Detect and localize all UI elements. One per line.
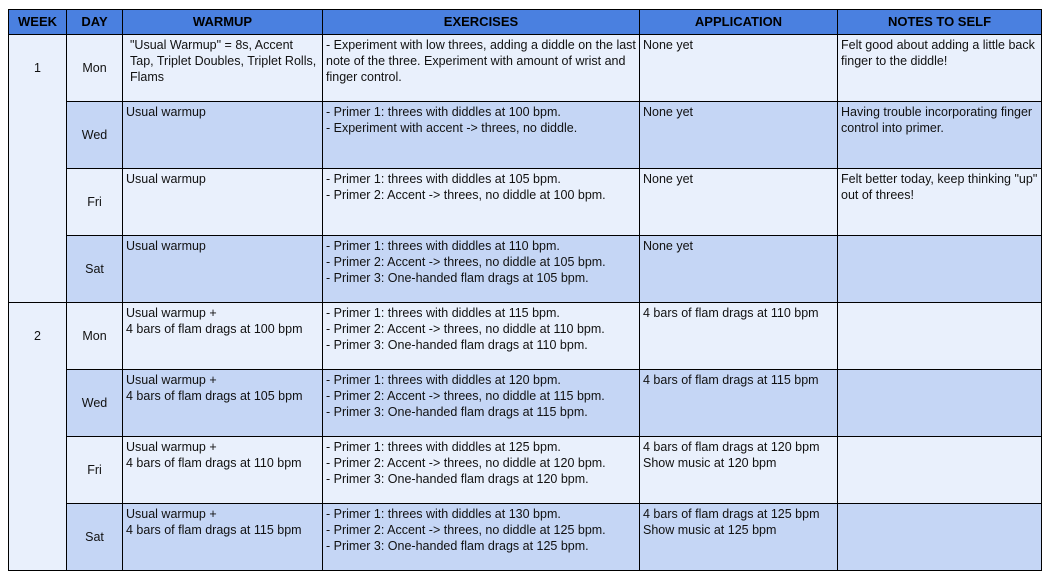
notes-cell[interactable]: Having trouble incorporating finger control into primer. xyxy=(838,102,1042,169)
day-cell[interactable]: Mon xyxy=(67,35,123,102)
warmup-cell[interactable]: Usual warmup + 4 bars of flam drags at 110 bpm xyxy=(123,437,323,504)
exercises-cell[interactable]: - Primer 1: threes with diddles at 100 bpm. - Experiment with accent -> threes, no diddle. xyxy=(323,102,640,169)
notes-cell[interactable]: Felt better today, keep thinking "up" out of threes! xyxy=(838,169,1042,236)
header-row xyxy=(9,10,1042,35)
day-cell[interactable]: Mon xyxy=(67,303,123,370)
warmup-cell[interactable]: Usual warmup xyxy=(123,102,323,169)
notes-cell[interactable] xyxy=(838,370,1042,437)
header-warmup[interactable]: WARMUP xyxy=(123,10,323,35)
application-cell[interactable]: 4 bars of flam drags at 125 bpm Show music at 125 bpm xyxy=(640,504,838,571)
exercises-cell[interactable]: - Primer 1: threes with diddles at 130 bpm. - Primer 2: Accent -> threes, no diddle at 125 bpm. - Primer 3: One-handed flam drags at 125 bpm. xyxy=(323,504,640,571)
table-row xyxy=(9,504,1042,571)
day-cell[interactable]: Wed xyxy=(67,102,123,169)
day-cell[interactable]: Wed xyxy=(67,370,123,437)
day-cell[interactable]: Sat xyxy=(67,504,123,571)
header-week[interactable]: WEEK xyxy=(9,10,67,35)
exercises-cell[interactable]: - Primer 1: threes with diddles at 120 bpm. - Primer 2: Accent -> threes, no diddle at 115 bpm. - Primer 3: One-handed flam drags at 115 bpm. xyxy=(323,370,640,437)
week-cell[interactable]: 1 xyxy=(9,35,67,303)
notes-cell[interactable] xyxy=(838,504,1042,571)
application-cell[interactable]: None yet xyxy=(640,169,838,236)
warmup-cell[interactable]: Usual warmup xyxy=(123,169,323,236)
table-row xyxy=(9,437,1042,504)
table-row xyxy=(9,370,1042,437)
week-cell[interactable]: 2 xyxy=(9,303,67,571)
day-cell[interactable]: Fri xyxy=(67,169,123,236)
notes-cell[interactable] xyxy=(838,236,1042,303)
header-application[interactable]: APPLICATION xyxy=(640,10,838,35)
day-cell[interactable]: Fri xyxy=(67,437,123,504)
notes-cell[interactable] xyxy=(838,303,1042,370)
application-cell[interactable]: 4 bars of flam drags at 115 bpm xyxy=(640,370,838,437)
exercises-cell[interactable]: - Primer 1: threes with diddles at 105 bpm. - Primer 2: Accent -> threes, no diddle at 100 bpm. xyxy=(323,169,640,236)
notes-cell[interactable] xyxy=(838,437,1042,504)
warmup-cell[interactable]: Usual warmup xyxy=(123,236,323,303)
application-cell[interactable]: None yet xyxy=(640,35,838,102)
exercises-cell[interactable]: - Experiment with low threes, adding a diddle on the last note of the three. Experiment with amount of wrist and finger control. xyxy=(323,35,640,102)
practice-log-table xyxy=(8,9,1042,571)
exercises-cell[interactable]: - Primer 1: threes with diddles at 110 bpm. - Primer 2: Accent -> threes, no diddle at 105 bpm. - Primer 3: One-handed flam drags at 105 bpm. xyxy=(323,236,640,303)
notes-cell[interactable]: Felt good about adding a little back finger to the diddle! xyxy=(838,35,1042,102)
day-cell[interactable]: Sat xyxy=(67,236,123,303)
warmup-cell[interactable]: Usual warmup + 4 bars of flam drags at 115 bpm xyxy=(123,504,323,571)
warmup-cell[interactable]: Usual warmup + 4 bars of flam drags at 105 bpm xyxy=(123,370,323,437)
application-cell[interactable]: 4 bars of flam drags at 110 bpm xyxy=(640,303,838,370)
table-row xyxy=(9,35,1042,102)
header-notes-to-self[interactable]: NOTES TO SELF xyxy=(838,10,1042,35)
table-row xyxy=(9,303,1042,370)
exercises-cell[interactable]: - Primer 1: threes with diddles at 125 bpm. - Primer 2: Accent -> threes, no diddle at 120 bpm. - Primer 3: One-handed flam drags at 120 bpm. xyxy=(323,437,640,504)
exercises-cell[interactable]: - Primer 1: threes with diddles at 115 bpm. - Primer 2: Accent -> threes, no diddle at 110 bpm. - Primer 3: One-handed flam drags at 110 bpm. xyxy=(323,303,640,370)
warmup-cell[interactable]: "Usual Warmup" = 8s, Accent Tap, Triplet Doubles, Triplet Rolls, Flams xyxy=(123,35,323,102)
table-row xyxy=(9,236,1042,303)
practice-log-sheet xyxy=(8,9,1042,571)
header-day[interactable]: DAY xyxy=(67,10,123,35)
application-cell[interactable]: 4 bars of flam drags at 120 bpm Show music at 120 bpm xyxy=(640,437,838,504)
table-row xyxy=(9,102,1042,169)
application-cell[interactable]: None yet xyxy=(640,236,838,303)
table-row xyxy=(9,169,1042,236)
header-exercises[interactable]: EXERCISES xyxy=(323,10,640,35)
warmup-cell[interactable]: Usual warmup + 4 bars of flam drags at 100 bpm xyxy=(123,303,323,370)
application-cell[interactable]: None yet xyxy=(640,102,838,169)
